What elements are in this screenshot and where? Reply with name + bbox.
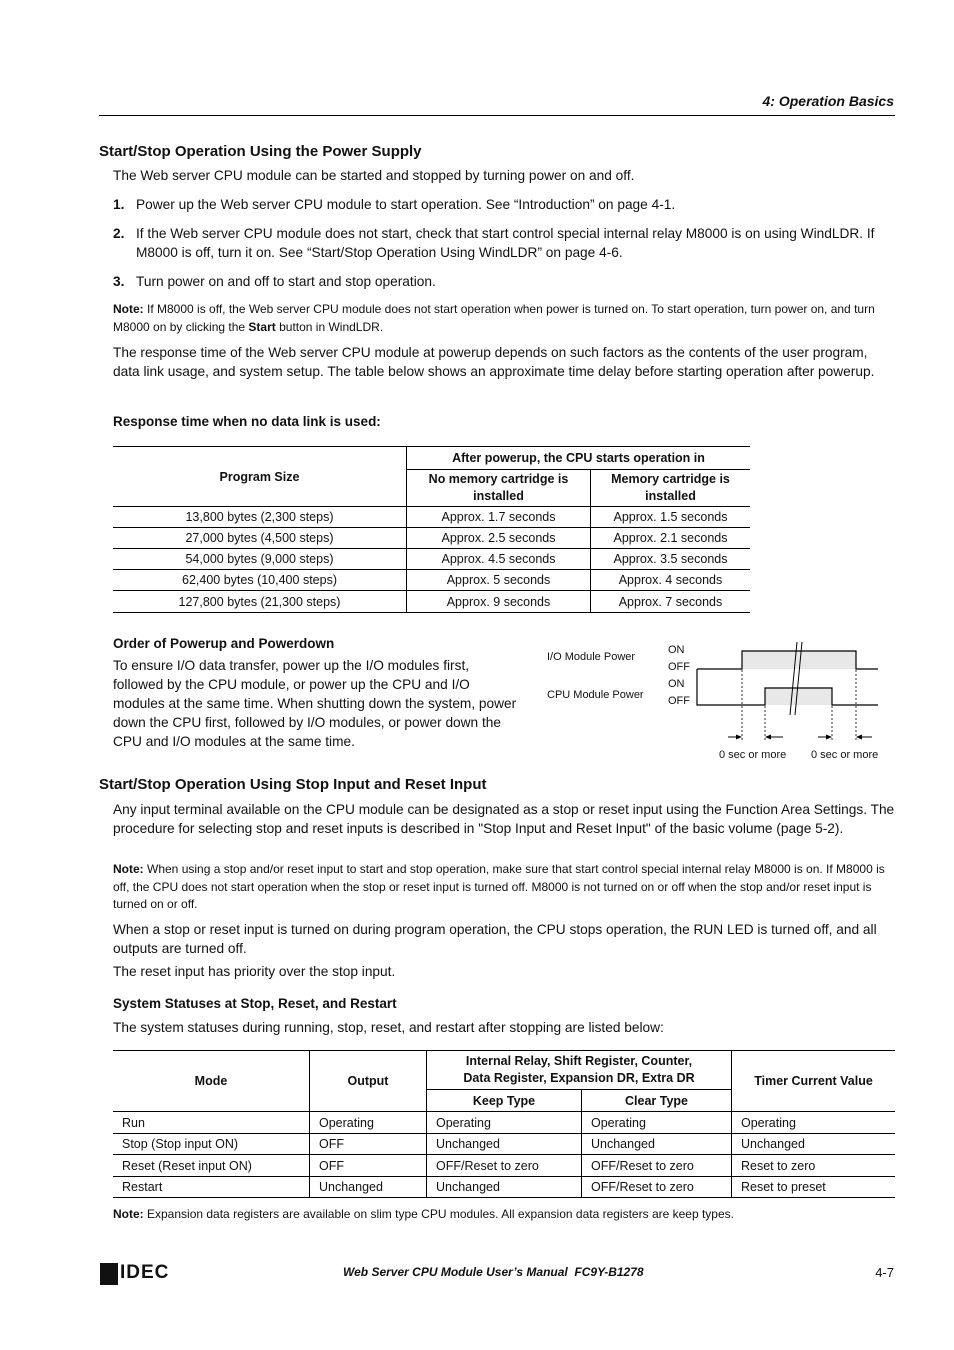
page-number: 4-7: [875, 1265, 894, 1280]
idec-logo-mark: [100, 1263, 118, 1285]
cell-mode: Restart: [113, 1177, 310, 1198]
reset-priority-paragraph: The reset input has priority over the stop input.: [113, 964, 396, 979]
response-paragraph: The response time of the Web server CPU module at powerup depends on such factors as the contents of the user program, data link usage, and system setup. The table below shows an approximate time delay before starting operation after powerup.: [113, 345, 875, 379]
cell-clear: Unchanged: [582, 1134, 732, 1155]
cell-output: Operating: [310, 1112, 427, 1134]
delay1-arrowhead-right: [765, 735, 771, 740]
order-title: Order of Powerup and Powerdown: [113, 636, 335, 651]
cell-size: 13,800 bytes (2,300 steps): [113, 507, 407, 528]
note-expansion-registers: [113, 1206, 895, 1224]
cell-keep: Unchanged: [427, 1177, 582, 1198]
header-output: Output: [310, 1051, 427, 1112]
section-intro: The Web server CPU module can be started and stopped by turning power on and off.: [113, 168, 635, 183]
document-code: FC9Y-B1278: [574, 1265, 644, 1279]
io-off-label: OFF: [668, 661, 690, 673]
manual-title: Web Server CPU Module User’s Manual: [343, 1265, 568, 1279]
cpu-on-label: ON: [668, 678, 685, 690]
table-row: [113, 1155, 895, 1177]
io-on-label: ON: [668, 644, 685, 656]
table-row: [113, 549, 750, 570]
system-status-table: [113, 1050, 895, 1198]
stop-behaviour-paragraph: When a stop or reset input is turned on during program operation, the CPU stops operation, the RUN LED is turned off, and all outputs are turned off.: [113, 922, 877, 956]
step-number: 3.: [113, 274, 125, 289]
note-label: Note:: [113, 1207, 144, 1221]
step-3: [113, 272, 895, 291]
step-number: 2.: [113, 226, 125, 241]
cpu-power-on-fill: [765, 688, 832, 705]
cell-output: OFF: [310, 1155, 427, 1177]
footer-manual-title: [343, 1265, 644, 1279]
cell-keep: Operating: [427, 1112, 582, 1134]
timing-waveforms: [540, 640, 885, 750]
step-number: 1.: [113, 197, 125, 212]
cell-clear: OFF/Reset to zero: [582, 1177, 732, 1198]
order-text: To ensure I/O data transfer, power up the I/O modules first, followed by the CPU module, or power up the CPU and I/O modules at the same time. When shutting down the system, power down the CPU first, followed by I/O modules, or power down the CPU and I/O modules at the same time.: [113, 658, 517, 749]
delay-label-powerdown: 0 sec or more: [811, 749, 879, 761]
delay2-arrowhead-left: [826, 735, 832, 740]
note-text-2: button in WindLDR.: [275, 319, 384, 334]
cell-output: Unchanged: [310, 1177, 427, 1198]
cell-mode: Reset (Reset input ON): [113, 1155, 310, 1177]
header-timer-current: Timer Current Value: [732, 1051, 896, 1112]
cell-keep: OFF/Reset to zero: [427, 1155, 582, 1177]
power-timing-diagram: [540, 640, 885, 770]
cell-timer: Operating: [732, 1112, 896, 1134]
io-module-power-label: I/O Module Power: [547, 651, 636, 663]
header-rule: [99, 115, 895, 116]
cell-timer: Reset to zero: [732, 1155, 896, 1177]
cell-cart: Approx. 7 seconds: [591, 591, 751, 613]
cell-no-cart: Approx. 5 seconds: [407, 570, 591, 591]
delay-label-powerup: 0 sec or more: [719, 749, 787, 761]
header-clear-type: Clear Type: [582, 1090, 732, 1112]
note-start-bold: Start: [248, 319, 276, 334]
cell-no-cart: Approx. 4.5 seconds: [407, 549, 591, 570]
header-after-powerup: After powerup, the CPU starts operation in: [407, 447, 751, 470]
cell-mode: Run: [113, 1112, 310, 1134]
note-text: Expansion data registers are available on slim type CPU modules. All expansion data registers are keep types.: [143, 1207, 734, 1221]
header-internal-relay: Internal Relay, Shift Register, Counter, Data Register, Expansion DR, Extra DR: [427, 1051, 732, 1090]
cell-keep: Unchanged: [427, 1134, 582, 1155]
header-keep-type: Keep Type: [427, 1090, 582, 1112]
cell-cart: Approx. 4 seconds: [591, 570, 751, 591]
cell-timer: Unchanged: [732, 1134, 896, 1155]
cell-cart: Approx. 3.5 seconds: [591, 549, 751, 570]
note-label: Note:: [113, 302, 144, 316]
table-row: [113, 1177, 895, 1198]
cell-no-cart: Approx. 2.5 seconds: [407, 528, 591, 549]
step-1: [113, 195, 895, 214]
section-title-power-supply: Start/Stop Operation Using the Power Supply: [99, 143, 422, 160]
cell-timer: Reset to preset: [732, 1177, 896, 1198]
cell-output: OFF: [310, 1134, 427, 1155]
cell-no-cart: Approx. 9 seconds: [407, 591, 591, 613]
note-text-1: If M8000 is off, the Web server CPU module does not start operation when power is turned on. To start operation, turn power on, and turn M8000 on by clicking the: [113, 302, 875, 334]
system-status-intro: The system statuses during running, stop, reset, and restart after stopping are listed below:: [113, 1020, 664, 1035]
cell-size: 27,000 bytes (4,500 steps): [113, 528, 407, 549]
idec-logo: IDEC: [120, 1262, 170, 1283]
chapter-header: 4: Operation Basics: [762, 93, 894, 109]
table-row: [113, 1134, 895, 1155]
response-time-table: [113, 446, 750, 613]
note-m8000: [113, 301, 895, 336]
cell-clear: OFF/Reset to zero: [582, 1155, 732, 1177]
system-status-title: System Statuses at Stop, Reset, and Restart: [113, 996, 397, 1011]
cell-mode: Stop (Stop input ON): [113, 1134, 310, 1155]
table-row: [113, 591, 750, 613]
stop-reset-paragraph: Any input terminal available on the CPU module can be designated as a stop or reset input using the Function Area Settings. The procedure for selecting stop and reset inputs is described in "Stop Input and Reset Input" of the basic volume (page 5-2).: [113, 802, 895, 836]
step-text: Turn power on and off to start and stop operation.: [136, 274, 436, 289]
io-power-on-fill: [742, 651, 856, 669]
header-no-cartridge: No memory cartridge is installed: [407, 470, 591, 507]
step-text: Power up the Web server CPU module to start operation. See “Introduction” on page 4-1.: [136, 197, 676, 212]
table-row: [113, 528, 750, 549]
cell-size: 62,400 bytes (10,400 steps): [113, 570, 407, 591]
cell-clear: Operating: [582, 1112, 732, 1134]
table-row: [113, 507, 750, 528]
step-2: [113, 224, 895, 262]
header-program-size: Program Size: [113, 447, 407, 507]
cpu-module-power-label: CPU Module Power: [547, 689, 644, 701]
delay2-arrowhead-right: [856, 735, 862, 740]
cell-size: 54,000 bytes (9,000 steps): [113, 549, 407, 570]
section-title-stop-reset: Start/Stop Operation Using Stop Input and Reset Input: [99, 776, 487, 793]
table-title: Response time when no data link is used:: [113, 414, 381, 429]
header-mode: Mode: [113, 1051, 310, 1112]
note-stop-reset: [113, 861, 895, 914]
cell-cart: Approx. 2.1 seconds: [591, 528, 751, 549]
cell-size: 127,800 bytes (21,300 steps): [113, 591, 407, 613]
note-label: Note:: [113, 862, 144, 876]
cpu-off-label: OFF: [668, 695, 690, 707]
table-row: [113, 1112, 895, 1134]
note-text: When using a stop and/or reset input to start and stop operation, make sure that start control special internal relay M8000 is on. If M8000 is off, the CPU does not start operation when the stop or reset input is turned off. M8000 is not turned on or off when the stop and/or reset input is turned on or off.: [113, 862, 885, 911]
header-cartridge: Memory cartridge is installed: [591, 470, 751, 507]
cell-cart: Approx. 1.5 seconds: [591, 507, 751, 528]
cell-no-cart: Approx. 1.7 seconds: [407, 507, 591, 528]
step-text: If the Web server CPU module does not start, check that start control special internal relay M8000 is on using WindLDR. If M8000 is off, turn it on. See “Start/Stop Operation Using WindLDR” on page 4-6.: [136, 226, 875, 260]
delay1-arrowhead-left: [736, 735, 742, 740]
table-row: [113, 570, 750, 591]
